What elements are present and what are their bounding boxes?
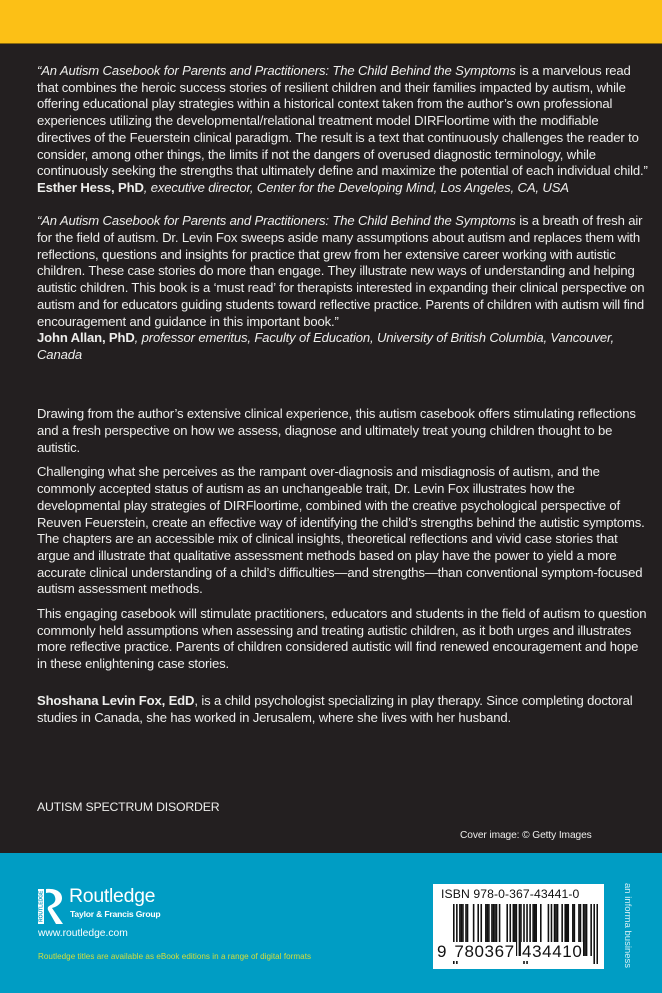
publisher-group: Taylor & Francis Group — [70, 909, 161, 919]
ean-left-digits: 780367 — [454, 942, 515, 961]
description-paragraph: Drawing from the author’s extensive clinical experience, this autism casebook offers stimulating reflections and a fresh perspective on how we assess, diagnose and ultimately treat young children thought to be autistic. — [37, 406, 636, 455]
routledge-r-logo-icon — [38, 888, 64, 925]
isbn-label: ISBN 978-0-367-43441-0 — [441, 887, 580, 901]
back-cover-text — [37, 63, 649, 726]
endorsement-attribution — [37, 180, 649, 197]
endorser-name: John Allan, PhD — [37, 330, 135, 346]
author-name: Shoshana Levin Fox, EdD — [37, 692, 195, 708]
ean-lead-digit: 9 — [437, 942, 448, 961]
ebook-availability-note: Routledge titles are available as eBook editions in a range of digital formats — [38, 951, 312, 961]
barcode-bar — [596, 904, 598, 964]
endorser-name: Esther Hess, PhD — [37, 179, 144, 195]
open-quote: “ — [37, 213, 42, 229]
endorsement-2 — [37, 213, 649, 363]
cover-image-credit: Cover image: © Getty Images — [460, 830, 592, 841]
barcode-bar — [593, 904, 595, 964]
endorsement-1 — [37, 63, 649, 197]
publisher-name: Routledge — [69, 885, 156, 907]
publisher-website-link[interactable]: www.routledge.com — [38, 928, 128, 939]
informa-business-note: an informa business — [622, 883, 633, 969]
endorsement-book-title: An Autism Casebook for Parents and Practitioners: The Child Behind the Symptoms — [41, 213, 516, 229]
barcode-bar — [584, 904, 586, 956]
barcode-bar — [586, 904, 588, 956]
subject-category: AUTISM SPECTRUM DISORDER — [37, 800, 220, 814]
endorsement-book-title: An Autism Casebook for Parents and Practitioners: The Child Behind the Symptoms — [41, 63, 516, 78]
logo-spine-text: ROUTLEDGE — [38, 890, 45, 922]
endorser-affiliation: , professor emeritus, Faculty of Education, University of British Columbia, Vancouver, Canada — [37, 330, 614, 362]
open-quote: “ — [37, 63, 42, 78]
top-color-band — [0, 0, 662, 44]
description-paragraph: Challenging what she perceives as the rampant over-diagnosis and misdiagnosis of autism, and the commonly accepted status of autism as an unchangeable trait, Dr. Levin Fox illustrates how the developmental play strategies of DIRFloortime, combined with the creative psychological perspective of Reuven Feuerstein, create an effective way of identifying the child’s strengths behind the autistic symptoms. The chapters are an accessible mix of clinical insights, theoretical reflections and vivid case stories that argue and illustrate that qualitative assessment methods based on play have the power to yield a more accurate clinical understanding of a child’s difficulties—and strengths—than conventional symptom-focused autism assessment methods. — [37, 464, 645, 597]
publisher-band — [0, 853, 662, 993]
endorser-affiliation: , executive director, Center for the Developing Mind, Los Angeles, CA, USA — [143, 179, 569, 195]
ean-digits — [436, 942, 583, 962]
section-spacer — [37, 380, 649, 406]
endorsement-body: is a breath of fresh air for the field of autism. Dr. Levin Fox sweeps aside many assumptions about autism and replaces them with reflections, questions and insights for practice that grew from her extensive career working with autistic children. These case stories do more than engage. They illustrate new ways of understanding and helping autistic children. This book is a ‘must read’ for therapists interested in expanding their clinical perspective on autism and for educators guiding students toward reflective practice. Parents of children with autism will find encouragement and guidance in this important book.” — [37, 213, 645, 329]
routledge-logo — [38, 885, 178, 928]
endorsement-attribution — [37, 330, 649, 363]
description-paragraph: This engaging casebook will stimulate practitioners, educators and students in the field of autism to question commonly held assumptions when assessing and treating autistic children, as it both urges and illustrates more reflective practice. Parents of children considered autistic will find renewed encouragement and hope in these enlightening case stories. — [37, 606, 647, 672]
author-bio — [37, 693, 649, 726]
endorsement-body: is a marvelous read that combines the heroic success stories of resilient children and their families impacted by autism, while offering educational play strategies within a historical context taken from the author’s own professional experiences utilizing the developmental/relational treatment model DIRFloortime with the modifiable directives of the Feuerstein clinical paradigm. The result is a text that continuously challenges the reader to consider, among other things, the limits if not the dangers of overused diagnostic terminology, while continuously seeking the strengths that ultimately define and maximize the potential of each individual child.” — [37, 63, 648, 179]
barcode-bar — [590, 904, 592, 956]
ean-right-digits: 434410 — [522, 942, 583, 961]
isbn-barcode — [433, 884, 604, 969]
author-bio-text: , is a child psychologist specializing in play therapy. Since completing doctoral studies in Canada, she has worked in Jerusalem, where she lives with her husband. — [37, 692, 633, 725]
